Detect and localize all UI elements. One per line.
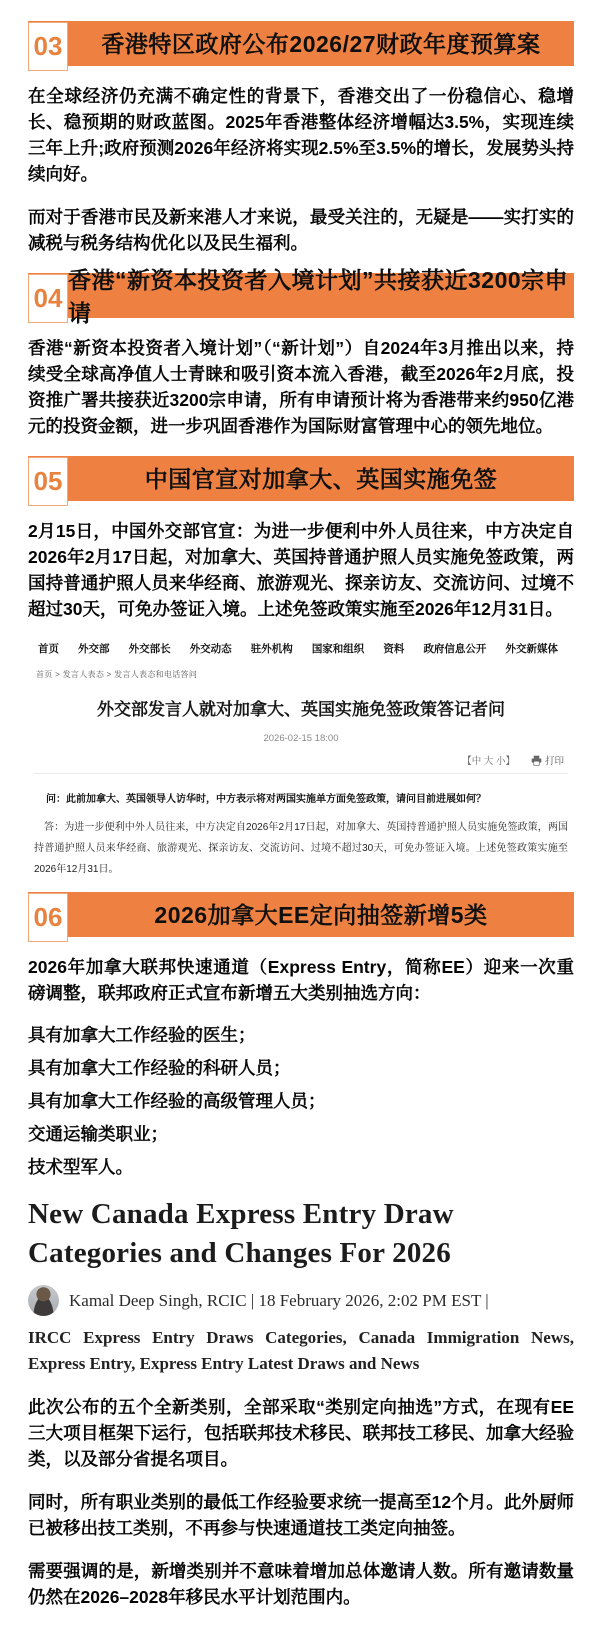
paragraph-bold-text: 实打实的减税与税务结构优化以及民生福利。	[28, 207, 574, 253]
list-item: 具有加拿大工作经验的医生；	[28, 1025, 256, 1045]
mfa-nav-item: 国家和组织	[311, 643, 365, 655]
mfa-article-title: 外交部发言人就对加拿大、英国实施免签政策答记者问	[97, 700, 505, 719]
paragraph: 2026年加拿大联邦快速通道（Express Entry，简称EE）迎来一次重磅调整，联邦政府正式宣布新增五大类别抽选方向：	[28, 957, 574, 1003]
print-label: 打印	[544, 756, 564, 767]
author-byline-text: Kamal Deep Singh, RCIC | 18 February 2026, 2:02 PM EST |	[69, 1290, 489, 1310]
mfa-website-screenshot	[34, 639, 568, 880]
section-04-header-bar	[28, 266, 574, 326]
section-number-badge: 04	[28, 274, 68, 323]
section-number-badge: 06	[28, 893, 68, 942]
mfa-nav-item: 外交部长	[128, 643, 171, 655]
paragraph: 同时，所有职业类别的最低工作经验要求统一提高至12个月。此外厨师已被移出技工类别，不再参与快速通道技工类定向抽签。	[28, 1492, 574, 1538]
list-item: 具有加拿大工作经验的高级管理人员；	[28, 1091, 326, 1111]
list-item: 技术型军人。	[28, 1157, 133, 1177]
article-tags: IRCC Express Entry Draws Categories, Canada Immigration News, Express Entry, Express Entry Latest Draws and News	[28, 1328, 574, 1373]
paragraph: 在全球经济仍充满不确定性的背景下，香港交出了一份稳信心、稳增长、稳预期的财政蓝图。2025年香港整体经济增幅达3.5%，实现连续三年上升;政府预测2026年经济将实现2.5%至3.5%的增长，发展势头持续向好。	[28, 86, 574, 184]
mfa-nav-item: 外交部	[78, 643, 110, 655]
section-05	[28, 456, 574, 880]
mfa-nav-bar	[34, 639, 568, 656]
section-06-header-bar	[28, 892, 574, 937]
section-title: 香港“新资本投资者入境计划”共接获近3200宗申请	[68, 266, 569, 326]
mfa-nav-item: 政府信息公开	[423, 643, 487, 655]
paragraph: 此次公布的五个全新类别，全部采取“类别定向抽选”方式，在现有EE三大项目框架下运行，包括联邦技术移民、联邦技工移民、加拿大经验类，以及部分省提名项目。	[28, 1397, 574, 1469]
section-06	[28, 892, 574, 1610]
divider	[34, 773, 568, 774]
paragraph	[28, 204, 574, 256]
mfa-answer: 答：为进一步便利中外人员往来，中方决定自2026年2月17日起，对加拿大、英国持普通护照人员实施免签政策，两国持普通护照人员来华经商、旅游观光、探亲访友、交流访问、过境不超过30天，可免办签证入境。上述免签政策实施至2026年12月31日。	[34, 822, 568, 875]
breadcrumb: 首页 > 发言人表态 > 发言人表态和电话答问	[36, 670, 198, 679]
section-number-badge: 03	[28, 22, 68, 71]
mfa-article-date: 2026-02-15 18:00	[263, 733, 339, 744]
section-05-header-bar	[28, 456, 574, 501]
paragraph-text: 而对于香港市民及新来港人才来说，最受关注的，无疑是——	[28, 207, 504, 227]
list-item: 交通运输类职业；	[28, 1124, 168, 1144]
mfa-nav-item: 驻外机构	[250, 643, 293, 655]
section-title: 2026加拿大EE定向抽签新增5类	[154, 902, 488, 928]
mfa-toolbar	[34, 753, 568, 767]
section-03-header-bar	[28, 21, 574, 66]
article-byline	[28, 1285, 574, 1316]
section-number-badge: 05	[28, 457, 68, 506]
section-title: 中国官宣对加拿大、英国实施免签	[144, 466, 498, 492]
font-size-controls: 【中 大 小】	[462, 756, 515, 767]
author-avatar	[28, 1285, 59, 1316]
mfa-question: 问：此前加拿大、英国领导人访华时，中方表示将对两国实施单方面免签政策，请问目前进展如何？	[46, 794, 486, 805]
list-item: 具有加拿大工作经验的科研人员；	[28, 1058, 291, 1078]
printer-icon	[531, 755, 542, 766]
paragraph: 需要强调的是，新增类别并不意味着增加总体邀请人数。所有邀请数量仍然在2026–2028年移民水平计划范围内。	[28, 1561, 574, 1607]
section-03	[28, 21, 574, 256]
print-control	[531, 753, 564, 767]
mfa-nav-item: 外交新媒体	[505, 643, 558, 655]
mfa-nav-item: 资料	[383, 643, 405, 655]
paragraph: 香港“新资本投资者入境计划”（“新计划”）自2024年3月推出以来，持续受全球高净值人士青睐和吸引资本流入香港，截至2026年2月底，投资推广署共接获近3200宗申请，所有申请预计将为香港带来约950亿港元的投资金额，进一步巩固香港作为国际财富管理中心的领先地位。	[28, 338, 574, 436]
mfa-nav-item: 首页	[38, 643, 59, 655]
mfa-nav-item: 外交动态	[189, 643, 232, 655]
article-heading: New Canada Express Entry Draw Categories and Changes For 2026	[28, 1198, 454, 1269]
section-04	[28, 266, 574, 439]
paragraph: 2月15日，中国外交部官宣：为进一步便利中外人员往来，中方决定自2026年2月17日起，对加拿大、英国持普通护照人员实施免签政策，两国持普通护照人员来华经商、旅游观光、探亲访友、交流访问、过境不超过30天，可免办签证入境。上述免签政策实施至2026年12月31日。	[28, 521, 574, 619]
section-title: 香港特区政府公布2026/27财政年度预算案	[101, 31, 541, 57]
